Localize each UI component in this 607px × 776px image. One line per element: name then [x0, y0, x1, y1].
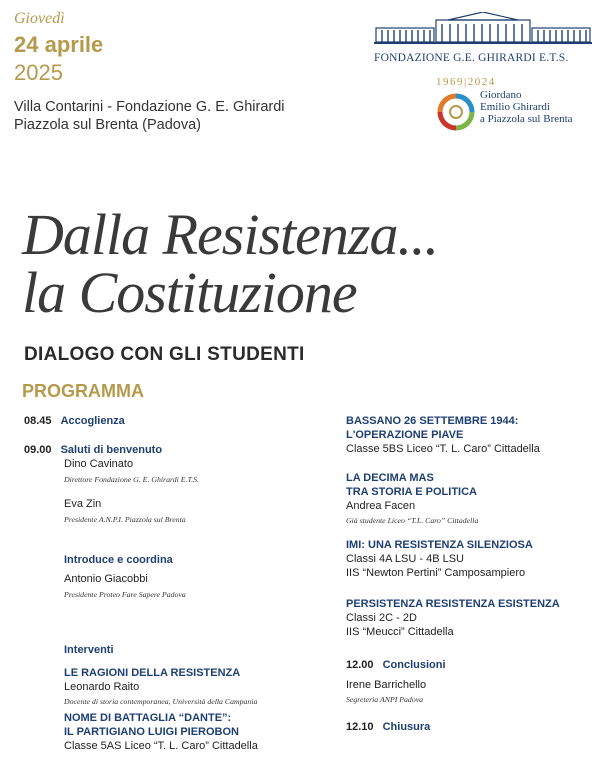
talk-title-line-1: BASSANO 26 SETTEMBRE 1944:	[346, 415, 519, 427]
talk-title-line-2: TRA STORIA E POLITICA	[346, 486, 477, 498]
speaker-name: Leonardo Raito	[64, 681, 140, 693]
talk-class: Classe 5AS Liceo “T. L. Caro” Cittadella	[64, 740, 258, 752]
year-start: 1969	[436, 76, 464, 88]
foundation-logo	[374, 12, 594, 64]
main-title	[22, 202, 438, 325]
speaker-name: Irene Barrichello	[346, 679, 427, 691]
item-accoglienza	[24, 414, 125, 428]
talk-title-line-1: NOME DI BATTAGLIA “DANTE”:	[64, 712, 232, 724]
swirl-emblem-icon	[436, 92, 476, 132]
title-line-2: la Costituzione	[22, 260, 357, 325]
event-date: 24 aprile	[14, 32, 104, 57]
talk-dante	[64, 711, 258, 753]
speaker-role: Direttore Fondazione G. E. Ghirardi E.T.S.	[64, 475, 199, 484]
year-end: 2024	[467, 76, 496, 88]
item-introduce	[64, 553, 186, 602]
title-line-1: Dalla Resistenza...	[22, 202, 438, 267]
item-saluti	[24, 443, 162, 457]
item-label: Saluti di benvenuto	[60, 444, 163, 456]
item-interventi	[64, 643, 114, 657]
foundation-name: FONDAZIONE G.E. GHIRARDI E.T.S.	[374, 52, 569, 64]
saluti-speakers	[64, 457, 199, 527]
talk-class: Classi 4A LSU - 4B LSU	[346, 553, 464, 565]
item-time: 09.00	[24, 444, 52, 456]
speaker-name: Dino Cavinato	[64, 458, 134, 470]
item-label: Accoglienza	[60, 415, 125, 427]
talk-decima	[346, 471, 478, 528]
item-conclusioni	[346, 658, 446, 672]
speaker-role: Docente di storia contemporanea, Università della Campania	[64, 697, 258, 706]
item-time: 12.10	[346, 721, 374, 733]
conclusioni-speaker	[346, 678, 426, 707]
event-venue	[14, 98, 285, 134]
item-label: Conclusioni	[382, 659, 446, 671]
item-time: 08.45	[24, 415, 52, 427]
talk-persistenza	[346, 597, 560, 639]
talk-imi	[346, 538, 533, 580]
talk-title-line-2: L'OPERAZIONE PIAVE	[346, 429, 464, 441]
talk-class: Classi 2C - 2D	[346, 612, 417, 624]
item-label: Interventi	[64, 644, 114, 656]
item-label: Chiusura	[382, 721, 431, 733]
talk-title-line-1: LA DECIMA MAS	[346, 472, 434, 484]
event-day-name: Giovedì	[14, 10, 65, 27]
speaker-role: Segreteria ANPI Padova	[346, 695, 424, 704]
talk-ragioni	[64, 666, 257, 709]
talk-school: IIS “Newton Pertini” Camposampiero	[346, 567, 526, 579]
villa-facade-icon	[374, 12, 592, 50]
anniversary-name-line-1: Giordano	[480, 89, 522, 101]
anniversary-name-line-2: Emilio Ghirardi	[480, 101, 550, 113]
talk-class: Classe 5BS Liceo “T. L. Caro” Cittadella	[346, 443, 540, 455]
speaker-role: Già studente Liceo “T.L. Caro” Cittadella	[346, 516, 479, 525]
speaker-role: Presidente Proteo Fare Sapere Padova	[64, 590, 186, 599]
talk-title: PERSISTENZA RESISTENZA ESISTENZA	[346, 598, 560, 610]
anniversary-logo: 1969|2024 Giordano Emilio Ghirardi a Piazzola sul Brenta	[436, 76, 601, 88]
speaker-name: Antonio Giacobbi	[64, 573, 148, 585]
venue-line-1: Villa Contarini - Fondazione G. E. Ghirardi	[14, 99, 285, 115]
talk-bassano	[346, 414, 540, 456]
talk-title: IMI: UNA RESISTENZA SILENZIOSA	[346, 539, 533, 551]
anniversary-name-line-3: a Piazzola sul Brenta	[480, 113, 573, 125]
event-year: 2025	[14, 60, 63, 85]
item-chiusura	[346, 720, 430, 734]
talk-title-line-2: IL PARTIGIANO LUIGI PIEROBON	[64, 726, 239, 738]
venue-line-2: Piazzola sul Brenta (Padova)	[14, 117, 201, 133]
item-label: Introduce e coordina	[64, 554, 173, 566]
subtitle: DIALOGO CON GLI STUDENTI	[24, 344, 305, 365]
talk-school: IIS “Meucci” Cittadella	[346, 626, 454, 638]
item-time: 12.00	[346, 659, 374, 671]
speaker-name: Eva Zin	[64, 498, 102, 510]
talk-title: LE RAGIONI DELLA RESISTENZA	[64, 667, 241, 679]
speaker-role: Presidente A.N.P.I. Piazzola sul Brenta	[64, 515, 186, 524]
speaker-name: Andrea Facen	[346, 500, 416, 512]
programma-heading: PROGRAMMA	[22, 381, 144, 401]
